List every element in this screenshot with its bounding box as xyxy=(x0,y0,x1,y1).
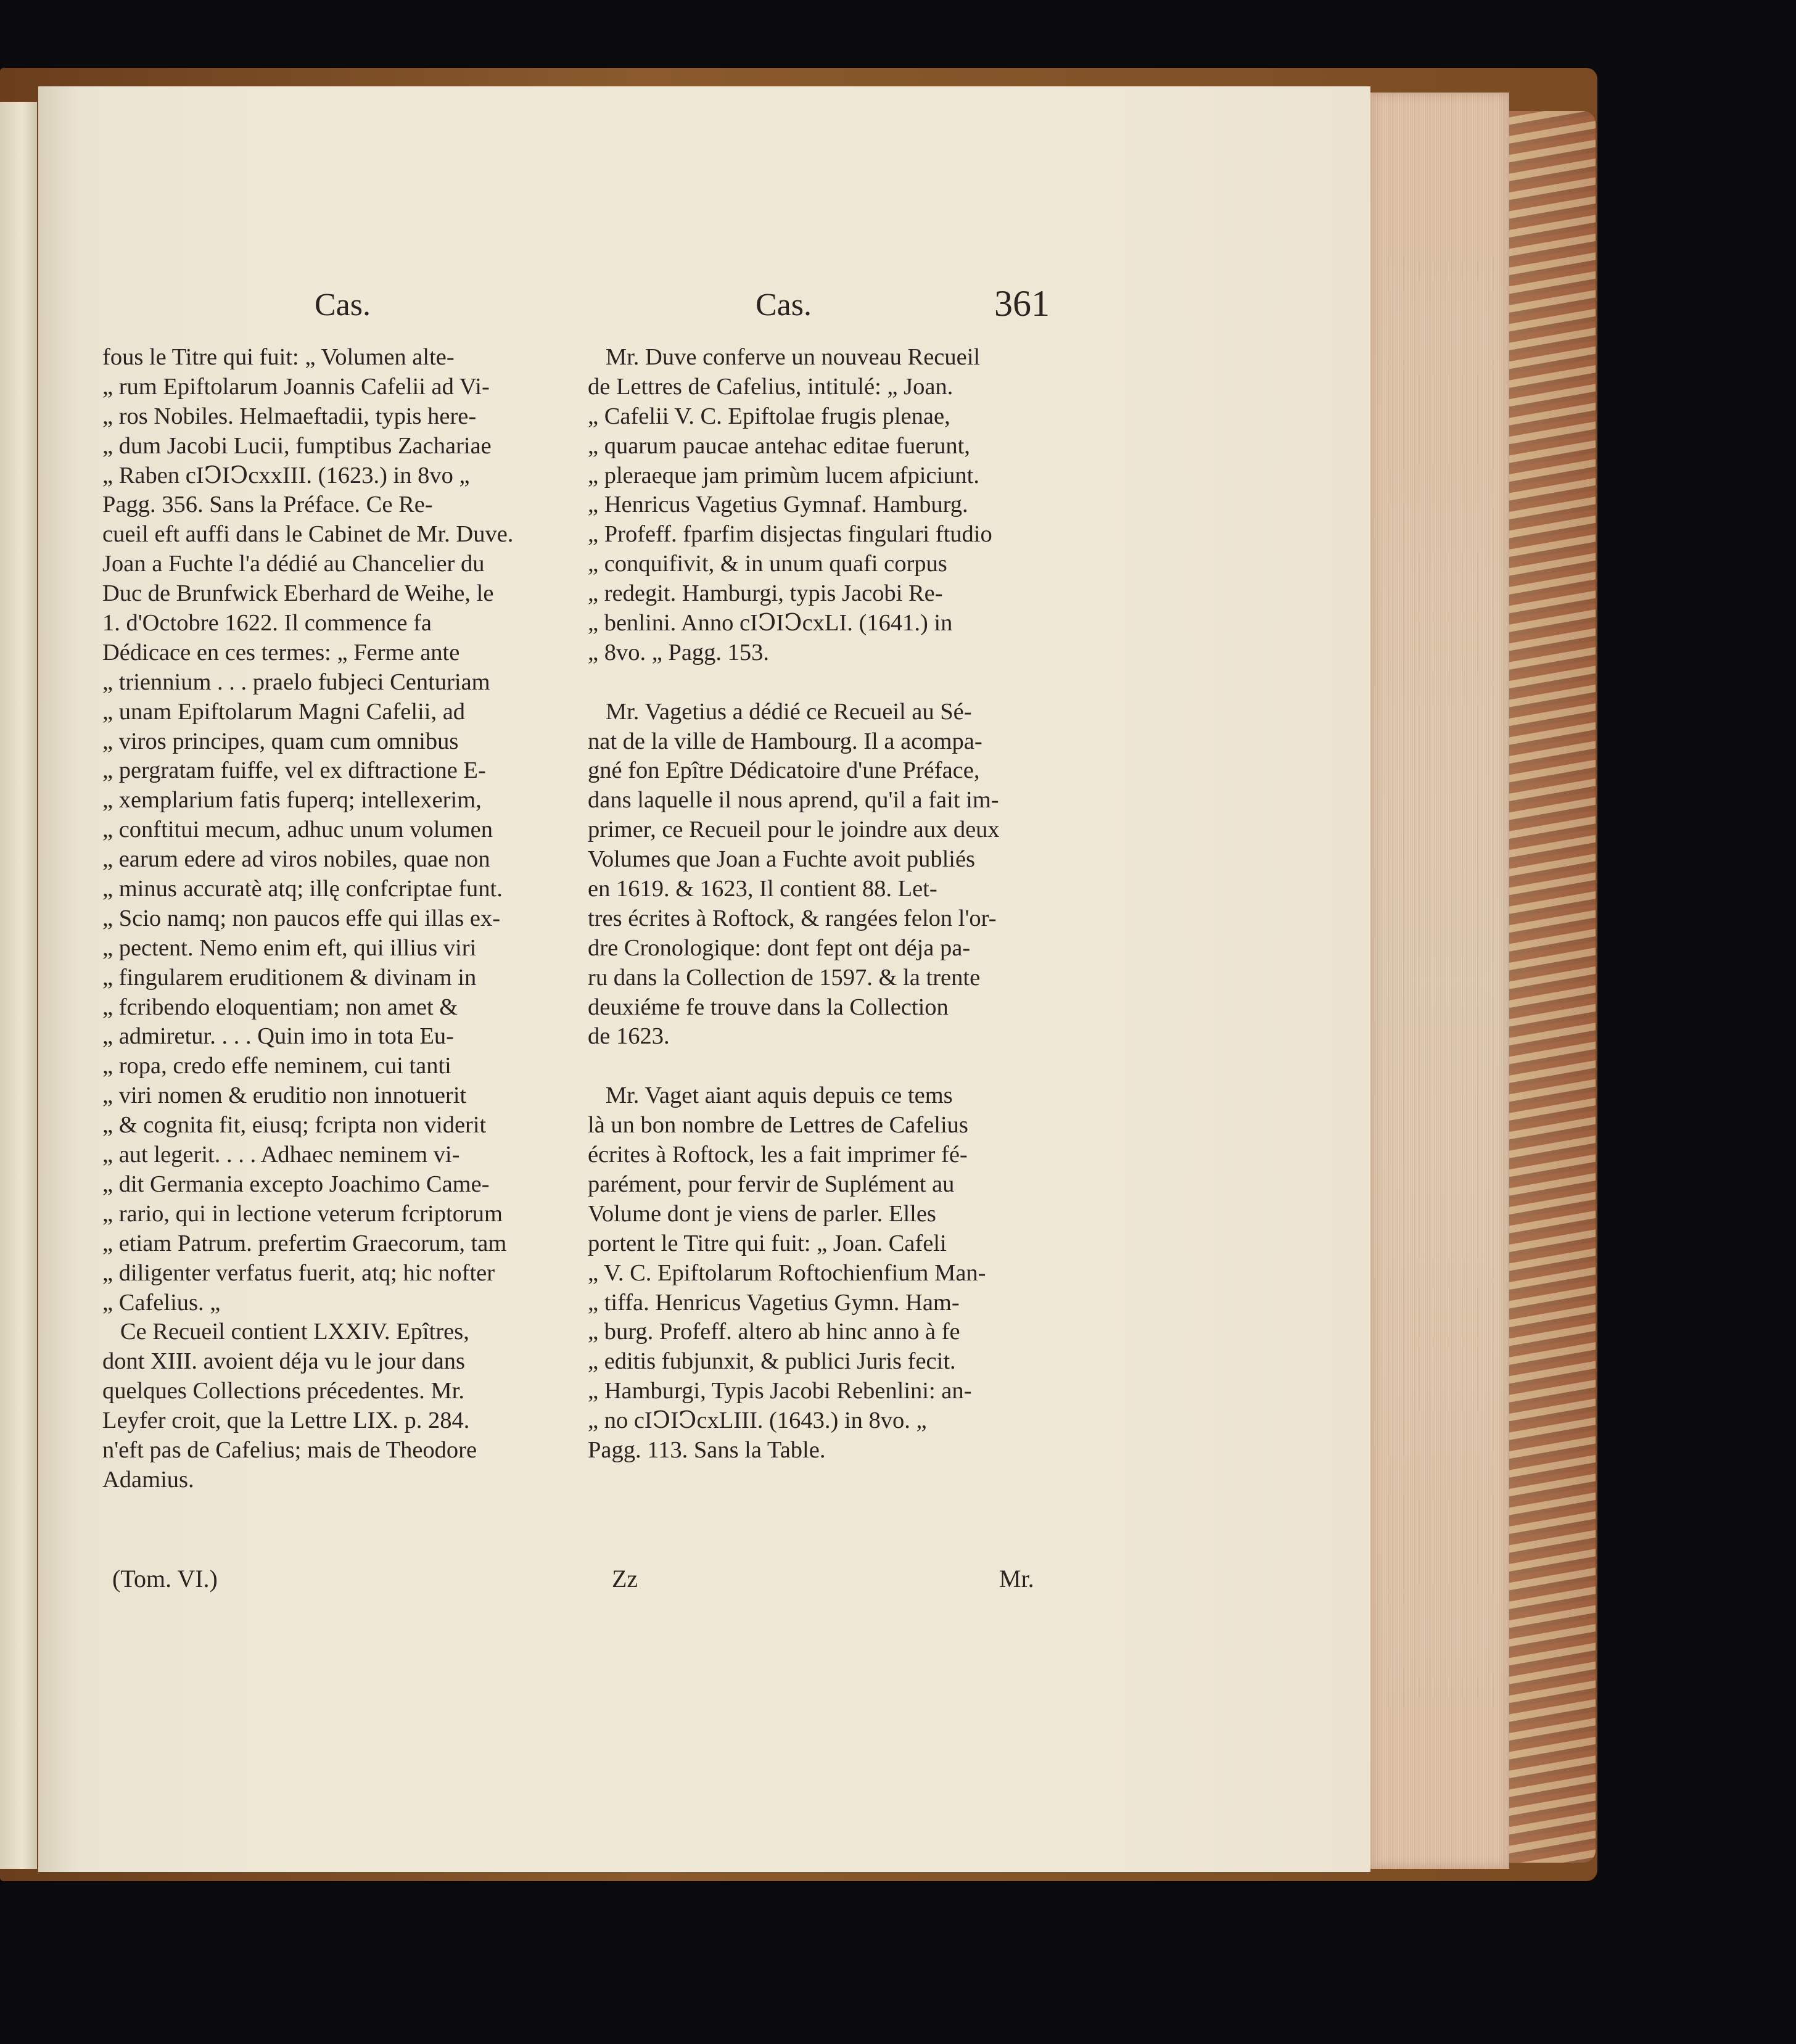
text-line: Ce Recueil contient LXXIV. Epîtres, xyxy=(102,1319,469,1345)
text-line: parément, pour fervir de Suplément au xyxy=(588,1171,955,1197)
text-line: Adamius. xyxy=(102,1466,194,1493)
running-title-left: Cas. xyxy=(315,287,371,323)
text-line: „ burg. Profeff. altero ab hinc anno à fe xyxy=(588,1319,960,1345)
running-title-right: Cas. xyxy=(756,287,812,323)
text-line: „ pectent. Nemo enim eft, qui illius viri xyxy=(102,934,477,961)
text-line: Leyfer croit, que la Lettre LIX. p. 284. xyxy=(102,1407,470,1434)
text-line: n'eft pas de Cafelius; mais de Theodore xyxy=(102,1436,477,1463)
page-number: 361 xyxy=(994,283,1050,324)
text-line: „ aut legerit. . . . Adhaec neminem vi- xyxy=(102,1142,460,1168)
text-line: „ no cIↃIↃcxLIII. (1643.) in 8vo. „ xyxy=(588,1407,927,1434)
text-line: „ dit Germania excepto Joachimo Came- xyxy=(102,1171,490,1197)
right-text-column xyxy=(588,343,1044,1465)
text-line: quelques Collections précedentes. Mr. xyxy=(102,1378,464,1404)
text-line: Mr. Duve conferve un nouveau Recueil xyxy=(588,344,981,370)
text-line: dont XIII. avoient déja vu le jour dans xyxy=(102,1348,466,1375)
signature-mark: Zz xyxy=(612,1565,638,1593)
text-line: „ etiam Patrum. prefertim Graecorum, tam xyxy=(102,1230,507,1256)
text-line: deuxiéme fe trouve dans la Collection xyxy=(588,994,949,1020)
text-line: „ benlini. Anno cIↃIↃcxLI. (1641.) in xyxy=(588,610,953,637)
text-line: „ earum edere ad viros nobiles, quae non xyxy=(102,846,490,873)
text-line: Mr. Vaget aiant aquis depuis ce tems xyxy=(588,1082,953,1109)
facing-page-edge xyxy=(0,102,37,1869)
volume-mark: (Tom. VI.) xyxy=(112,1565,218,1593)
text-line: „ conquifivit, & in unum quafi corpus xyxy=(588,551,947,577)
text-line: de 1623. xyxy=(588,1023,670,1050)
text-line: „ Cafelii V. C. Epiftolae frugis plenae, xyxy=(588,403,950,429)
text-line: „ Profeff. fparfim disjectas fingulari ftudio xyxy=(588,521,992,548)
text-line: „ tiffa. Henricus Vagetius Gymn. Ham- xyxy=(588,1289,960,1316)
text-line: „ viros principes, quam cum omnibus xyxy=(102,728,459,754)
text-line: Duc de Brunfwick Eberhard de Weihe, le xyxy=(102,580,494,607)
text-line: „ ros Nobiles. Helmaeftadii, typis here- xyxy=(102,403,477,429)
marbled-board-edge xyxy=(1509,111,1596,1863)
text-line: fous le Titre qui fuit: „ Volumen alte- xyxy=(102,344,455,370)
text-line: „ triennium . . . praelo fubjeci Centuriam xyxy=(102,669,490,695)
text-line: „ unam Epiftolarum Magni Cafelii, ad xyxy=(102,698,466,725)
text-line: ru dans la Collection de 1597. & la trente xyxy=(588,964,981,991)
text-line: dans laquelle il nous aprend, qu'il a fait im- xyxy=(588,787,999,814)
catchword: Mr. xyxy=(999,1565,1034,1593)
text-line: gné fon Epître Dédicatoire d'une Préface, xyxy=(588,757,980,784)
text-line: primer, ce Recueil pour le joindre aux deux xyxy=(588,817,1000,843)
left-text-column xyxy=(102,343,559,1495)
text-line: „ xemplarium fatis fuperq; intellexerim, xyxy=(102,787,482,814)
text-line: tres écrites à Roftock, & rangées felon l'or- xyxy=(588,905,997,931)
text-line: „ pleraeque jam primùm lucem afpiciunt. xyxy=(588,462,980,488)
text-line: „ 8vo. „ Pagg. 153. xyxy=(588,639,770,666)
text-line: „ minus accuratè atq; illę confcriptae funt. xyxy=(102,876,503,902)
text-line: „ Hamburgi, Typis Jacobi Rebenlini: an- xyxy=(588,1378,972,1404)
text-line: „ V. C. Epiftolarum Roftochienfium Man- xyxy=(588,1259,986,1286)
text-line: „ fingularem eruditionem & divinam in xyxy=(102,964,477,991)
text-line: „ editis fubjunxit, & publici Juris fecit. xyxy=(588,1348,956,1375)
text-line: là un bon nombre de Lettres de Cafelius xyxy=(588,1112,968,1139)
text-line: „ Henricus Vagetius Gymnaf. Hamburg. xyxy=(588,492,968,518)
text-line: „ Raben cIↃIↃcxxIII. (1623.) in 8vo „ xyxy=(102,462,470,488)
text-line: „ fcribendo eloquentiam; non amet & xyxy=(102,994,458,1020)
text-line: de Lettres de Cafelius, intitulé: „ Joan. xyxy=(588,373,954,400)
text-line: Volumes que Joan a Fuchte avoit publiés xyxy=(588,846,976,873)
text-line: écrites à Roftock, les a fait imprimer fé- xyxy=(588,1142,968,1168)
paragraph-gap xyxy=(588,1052,1044,1081)
text-line: „ ropa, credo effe neminem, cui tanti xyxy=(102,1053,451,1079)
text-line: Pagg. 356. Sans la Préface. Ce Re- xyxy=(102,492,433,518)
text-line: „ & cognita fit, eiusq; fcripta non viderit xyxy=(102,1112,487,1139)
text-line: Dédicace en ces termes: „ Ferme ante xyxy=(102,639,460,666)
text-line: cueil eft auffi dans le Cabinet de Mr. Duve. xyxy=(102,521,514,548)
text-line: „ viri nomen & eruditio non innotuerit xyxy=(102,1082,467,1109)
text-line: „ Cafelius. „ xyxy=(102,1289,221,1316)
text-line: dre Cronologique: dont fept ont déja pa- xyxy=(588,934,971,961)
page-block-edge xyxy=(1370,93,1509,1869)
text-line: „ diligenter verfatus fuerit, atq; hic nofter xyxy=(102,1259,495,1286)
text-line: „ conftitui mecum, adhuc unum volumen xyxy=(102,817,493,843)
text-line: Joan a Fuchte l'a dédié au Chancelier du xyxy=(102,551,485,577)
text-line: Volume dont je viens de parler. Elles xyxy=(588,1200,936,1227)
text-line: 1. d'Octobre 1622. Il commence fa xyxy=(102,610,432,637)
text-line: „ quarum paucae antehac editae fuerunt, xyxy=(588,432,970,459)
text-line: „ redegit. Hamburgi, typis Jacobi Re- xyxy=(588,580,943,607)
text-line: portent le Titre qui fuit: „ Joan. Cafeli xyxy=(588,1230,947,1256)
text-line: en 1619. & 1623, Il contient 88. Let- xyxy=(588,876,937,902)
text-line: Mr. Vagetius a dédié ce Recueil au Sé- xyxy=(588,698,972,725)
text-line: „ pergratam fuiffe, vel ex diftractione E- xyxy=(102,757,486,784)
text-line: „ admiretur. . . . Quin imo in tota Eu- xyxy=(102,1023,454,1050)
text-line: „ rum Epiftolarum Joannis Cafelii ad Vi- xyxy=(102,373,490,400)
text-line: „ rario, qui in lectione veterum fcriptorum xyxy=(102,1200,503,1227)
paragraph-gap xyxy=(588,668,1044,698)
text-line: nat de la ville de Hambourg. Il a acompa- xyxy=(588,728,982,754)
text-line: „ Scio namq; non paucos effe qui illas ex- xyxy=(102,905,501,931)
text-line: Pagg. 113. Sans la Table. xyxy=(588,1436,826,1463)
text-line: „ dum Jacobi Lucii, fumptibus Zachariae xyxy=(102,432,492,459)
